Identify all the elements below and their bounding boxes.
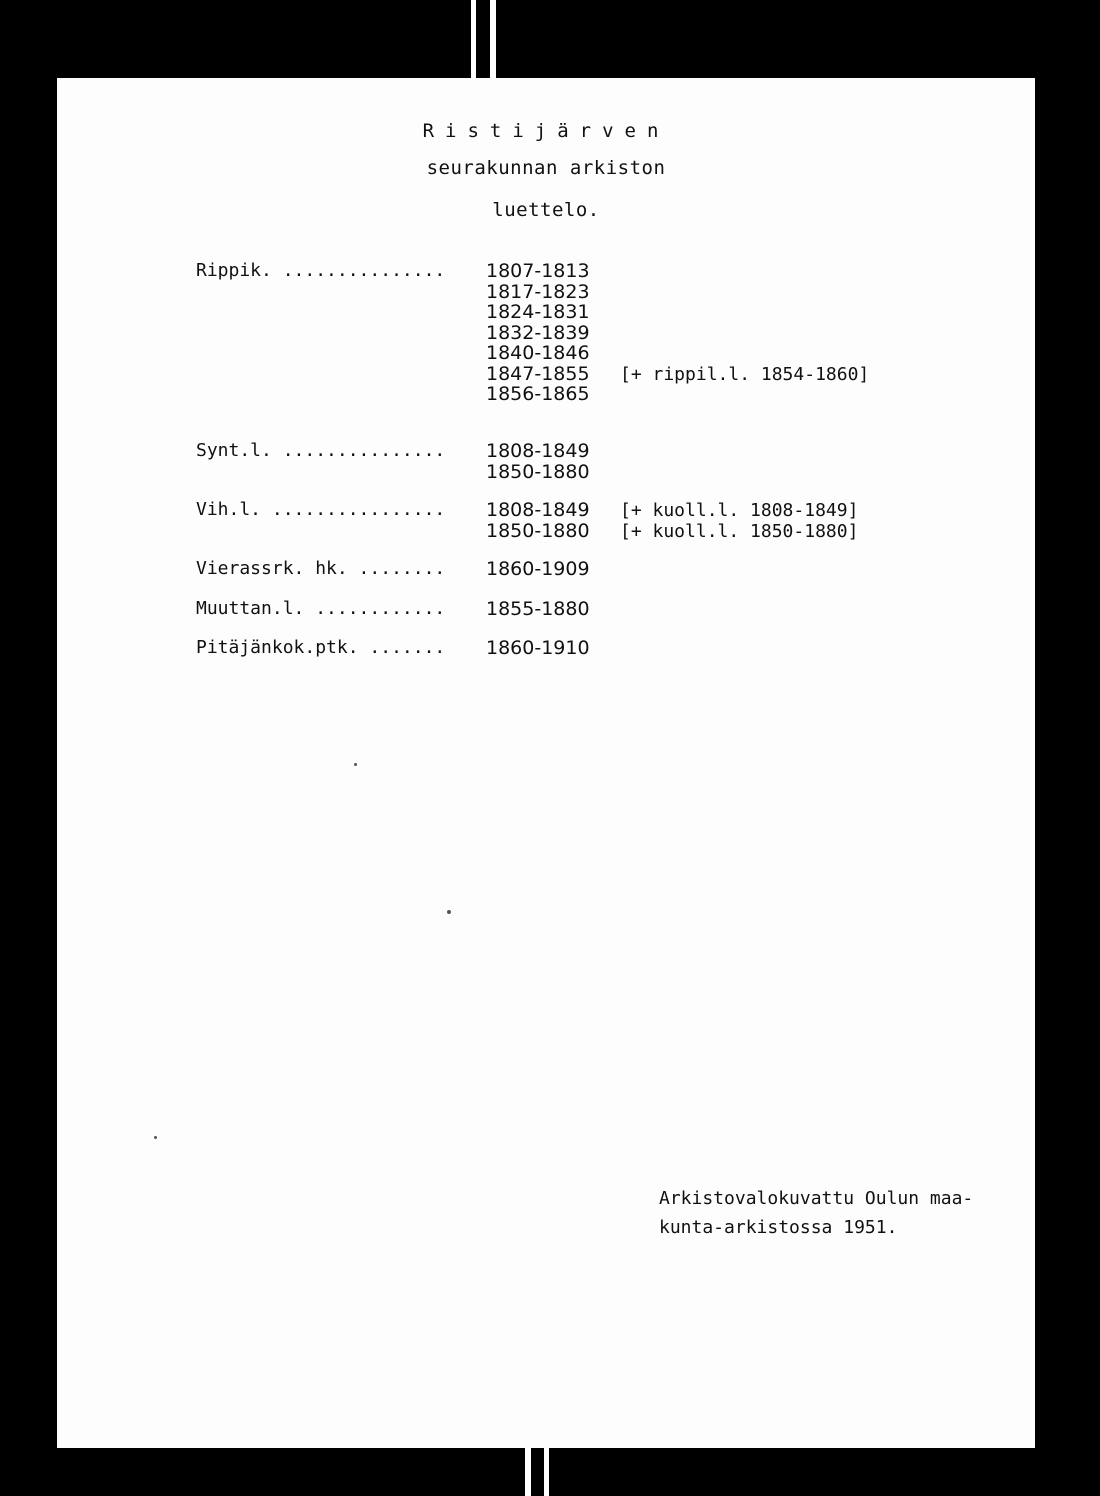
year-range: 1817-1823	[486, 280, 590, 303]
archive-stamp	[659, 1184, 973, 1242]
stamp-line-1: Arkistovalokuvattu Oulun maa-	[659, 1188, 974, 1209]
entry-vih-l	[196, 499, 445, 520]
entry-label: Vierassrk. hk. ........	[196, 558, 446, 579]
year-range: 1807-1813	[486, 260, 590, 282]
stamp-line-2: kunta-arkistossa 1951.	[659, 1217, 898, 1238]
entry-note: [+ rippil.l. 1854-1860]	[620, 363, 870, 385]
film-strip-bottom-right	[544, 1448, 549, 1496]
film-strip-top-left	[471, 0, 476, 78]
film-strip-top-right	[490, 0, 496, 78]
year-range: 1824-1831	[486, 301, 590, 323]
entry-years	[486, 638, 590, 659]
scan-speck	[447, 910, 451, 914]
year-range: 1860-1909	[486, 558, 590, 580]
year-range: 1850-1880	[486, 519, 590, 542]
entry-rippik	[196, 260, 445, 281]
year-range: 1840-1846	[486, 342, 590, 364]
entry-label: Synt.l. ...............	[196, 440, 446, 461]
document-subtitle: seurakunnan arkiston	[426, 157, 666, 179]
entry-label: Rippik. ...............	[196, 260, 446, 281]
entry-synt-l	[196, 440, 445, 461]
entry-years	[486, 559, 590, 580]
entry-label: Muuttan.l. ............	[196, 598, 446, 619]
year-range: 1855-1880	[486, 598, 590, 620]
entry-label: Vih.l. ................	[196, 499, 446, 520]
film-strip-bottom-left	[525, 1448, 531, 1496]
entry-label: Pitäjänkok.ptk. .......	[196, 637, 446, 658]
document-title: Ristijärven	[422, 120, 670, 142]
year-range: 1832-1839	[486, 321, 590, 344]
year-range: 1808-1849	[486, 440, 590, 462]
entry-pit-j-nkok-ptk	[196, 637, 445, 658]
entry-years	[486, 500, 590, 541]
entry-muuttan-l	[196, 598, 445, 619]
document-page	[57, 78, 1035, 1448]
scan-speck	[354, 763, 357, 766]
document-subtitle-2: luettelo.	[492, 199, 600, 221]
entry-vierassrk-hk	[196, 558, 445, 579]
entry-note: [+ kuoll.l. 1850-1880]	[620, 520, 859, 542]
year-range: 1808-1849	[486, 499, 590, 521]
entry-years	[486, 441, 590, 482]
year-range: 1856-1865	[486, 383, 590, 405]
entry-years	[486, 599, 590, 620]
entry-years	[486, 261, 590, 405]
year-range: 1850-1880	[486, 460, 590, 483]
year-range: 1860-1910	[486, 637, 590, 659]
entry-note: [+ kuoll.l. 1808-1849]	[620, 500, 859, 521]
scan-speck	[154, 1136, 157, 1139]
year-range: 1847-1855	[486, 362, 590, 385]
